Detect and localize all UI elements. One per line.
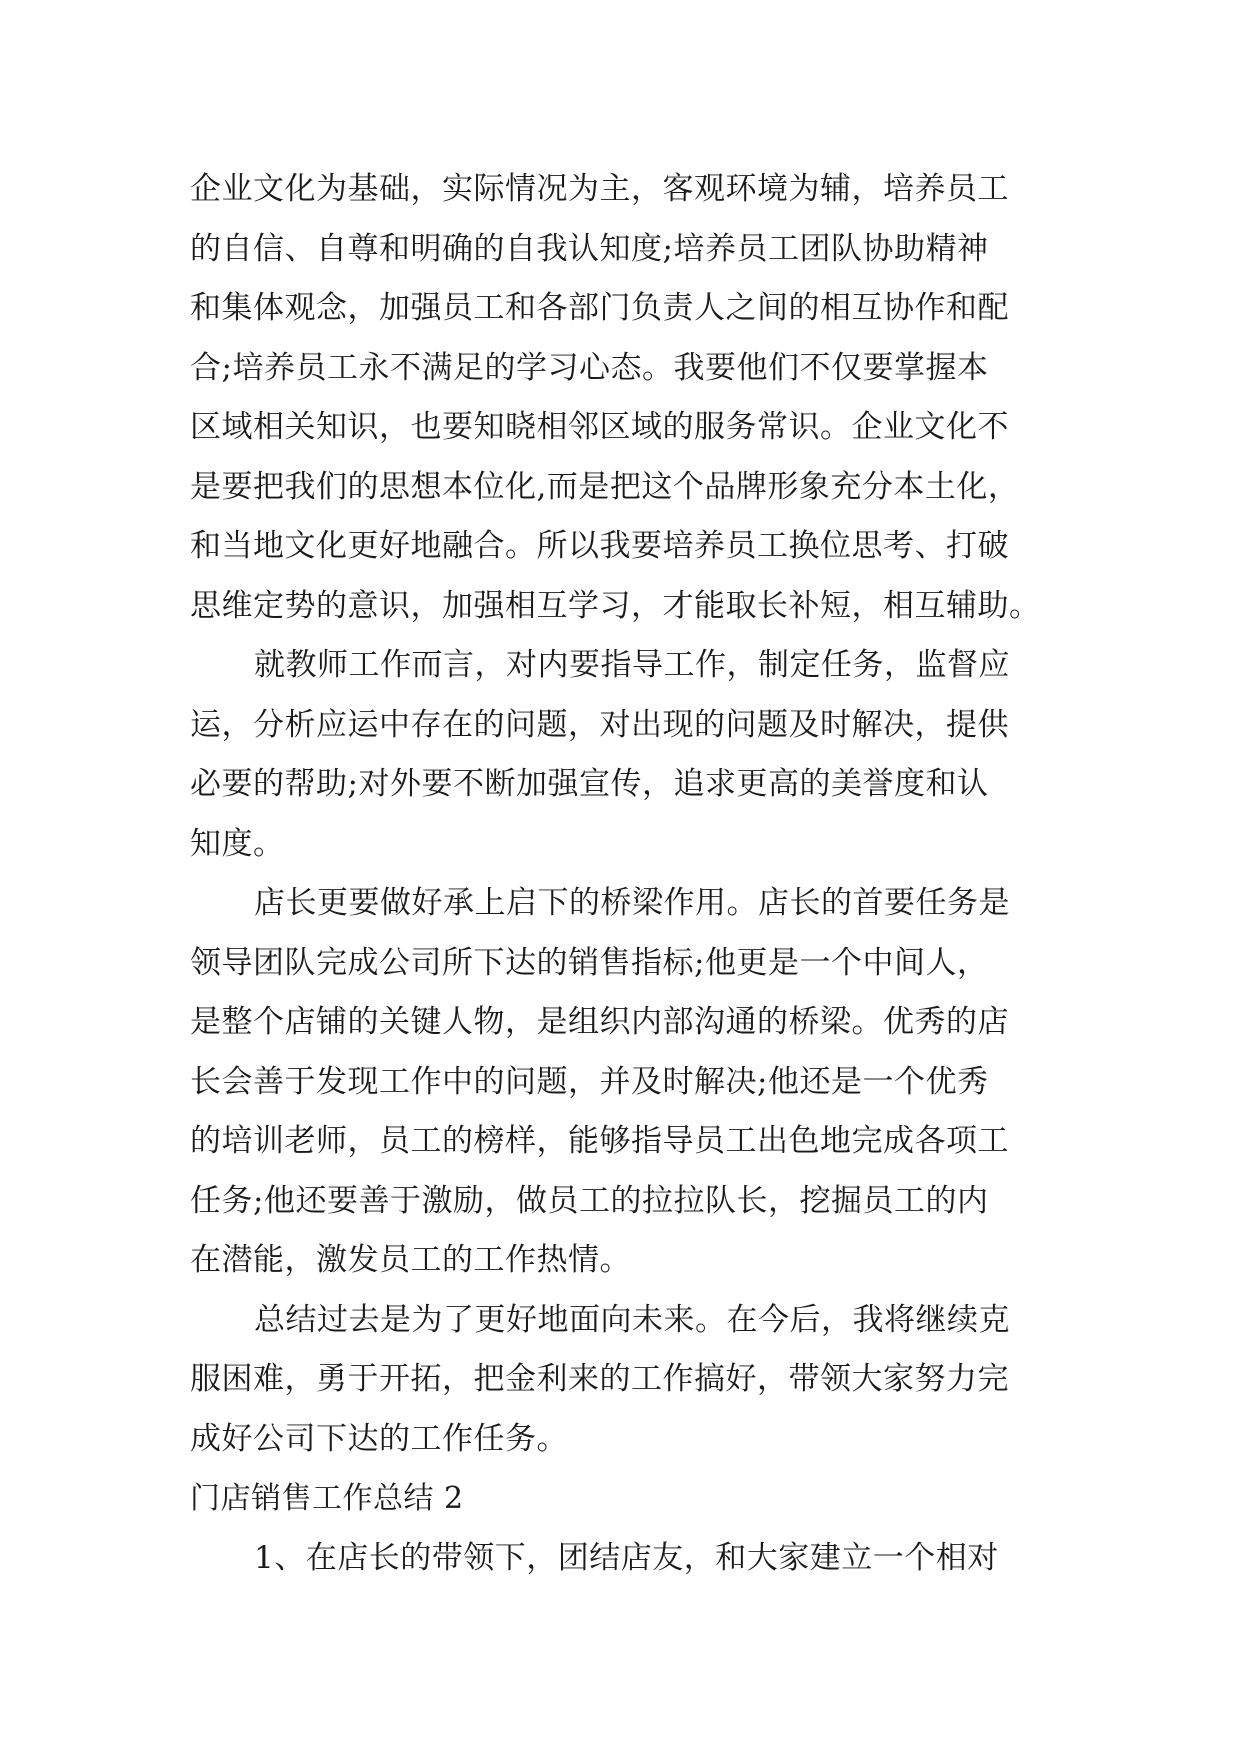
paragraph-list-item (190, 1529, 1050, 1589)
section-heading: 门店销售工作总结 2 (190, 1481, 464, 1516)
text-line: 区域相关知识，也要知晓相邻区域的服务常识。企业文化不 (190, 409, 1009, 445)
document-body (190, 160, 1050, 1588)
text-line: 是整个店铺的关键人物，是组织内部沟通的桥梁。优秀的店 (190, 1004, 1009, 1040)
text-line: 和集体观念，加强员工和各部门负责人之间的相互协作和配 (190, 290, 1009, 326)
paragraph-store-manager (190, 874, 1050, 1291)
text-line: 运，分析应运中存在的问题，对出现的问题及时解决，提供 (190, 706, 1009, 743)
text-line: 成好公司下达的工作任务。 (190, 1420, 568, 1457)
text-line: 思维定势的意识，加强相互学习，才能取长补短，相互辅助。 (190, 587, 1041, 624)
paragraph-teacher-work (190, 636, 1050, 874)
text-line: 的自信、自尊和明确的自我认知度;培养员工团队协助精神 (190, 230, 989, 267)
text-line: 在潜能，激发员工的工作热情。 (190, 1242, 631, 1278)
text-line: 服困难，勇于开拓，把金利来的工作搞好，带领大家努力完 (190, 1361, 1009, 1397)
text-line: 总结过去是为了更好地面向未来。在今后，我将继续克 (254, 1301, 1010, 1338)
text-line: 就教师工作而言，对内要指导工作，制定任务，监督应 (254, 647, 1010, 683)
paragraph-culture (190, 160, 1050, 636)
text-line: 长会善于发现工作中的问题，并及时解决;他还是一个优秀 (190, 1063, 989, 1100)
text-line: 知度。 (190, 825, 285, 862)
text-line: 任务;他还要善于激励，做员工的拉拉队长，挖掘员工的内 (190, 1182, 989, 1219)
text-line: 和当地文化更好地融合。所以我要培养员工换位思考、打破 (190, 528, 1009, 564)
text-line: 合;培养员工永不满足的学习心态。我要他们不仅要掌握本 (190, 349, 989, 386)
text-line: 1、在店长的带领下，团结店友，和大家建立一个相对 (254, 1539, 999, 1576)
text-line: 企业文化为基础，实际情况为主，客观环境为辅，培养员工 (190, 171, 1009, 207)
text-line: 领导团队完成公司所下达的销售指标;他更是一个中间人， (190, 944, 989, 981)
text-line: 是要把我们的思想本位化,而是把这个品牌形象充分本土化， (190, 468, 1020, 505)
paragraph-summary (190, 1291, 1050, 1470)
text-line: 必要的帮助;对外要不断加强宣传，追求更高的美誉度和认 (190, 766, 989, 802)
text-line: 的培训老师，员工的榜样，能够指导员工出色地完成各项工 (190, 1123, 1009, 1159)
text-line: 店长更要做好承上启下的桥梁作用。店长的首要任务是 (254, 885, 1010, 921)
